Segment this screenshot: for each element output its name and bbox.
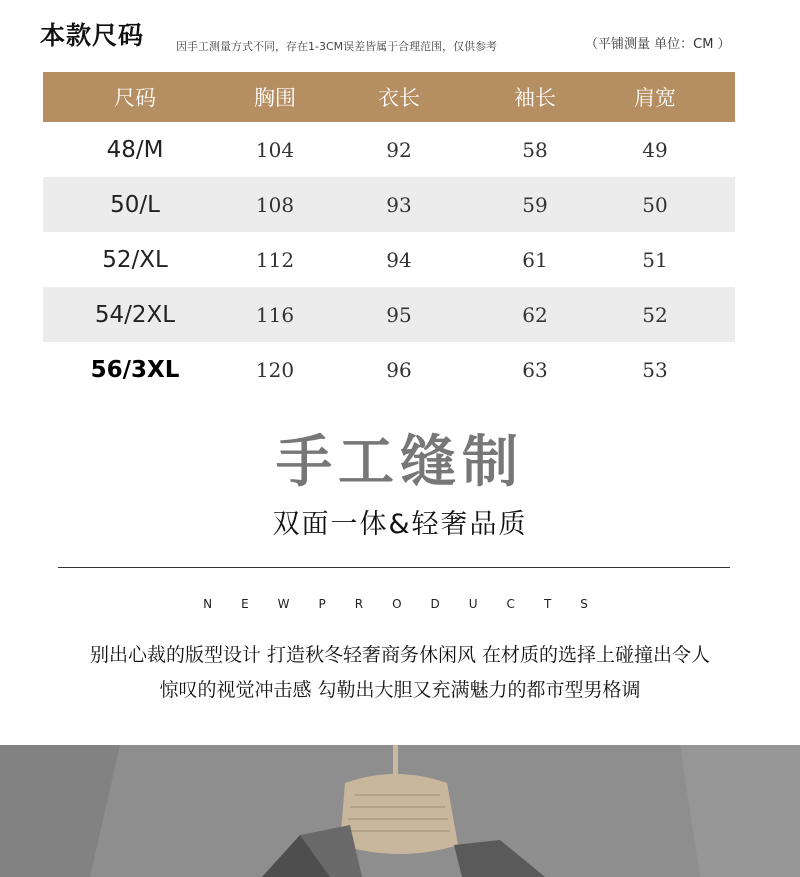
chest-cell: 120 [255,357,295,382]
product-photo [0,745,800,877]
description-line-1: 别出心裁的版型设计 打造秋冬轻奢商务休闲风 在材质的选择上碰撞出令人 [89,644,711,666]
measurement-note: 因手工测量方式不同，存在1-3CM误差皆属于合理范围，仅供参考 [176,40,498,53]
column-header-chest: 胸围 [254,86,296,110]
length-cell: 92 [386,137,412,162]
shoulder-cell: 50 [642,192,668,217]
table-row [43,177,735,232]
size-cell: 48/M [106,136,164,163]
table-row [43,287,735,342]
sleeve-cell: 62 [522,302,548,327]
table-row [43,342,735,397]
column-header-shoulder: 肩宽 [634,86,676,110]
chest-cell: 104 [255,137,295,162]
table-row [43,232,735,287]
promo-headline: 手工缝制 [276,429,524,495]
page-title: 本款尺码 [40,21,145,50]
unit-note: （平铺测量 单位：CM ） [585,37,731,52]
size-cell: 52/XL [102,246,168,273]
divider [58,567,730,568]
shoulder-cell: 51 [642,247,668,272]
table-row [43,122,735,177]
size-cell: 54/2XL [94,301,176,328]
size-table [43,72,735,397]
sleeve-cell: 59 [522,192,548,217]
shoulder-cell: 53 [642,357,668,382]
description-line-2: 惊叹的视觉冲击感 勾勒出大胆又充满魅力的都市型男格调 [159,679,641,701]
sweater-illustration [0,745,800,877]
sleeve-cell: 58 [522,137,548,162]
length-cell: 94 [386,247,412,272]
new-products-label: NEWPRODUCTS [203,597,617,611]
sleeve-cell: 61 [522,247,548,272]
table-header [43,72,735,122]
length-cell: 96 [386,357,412,382]
sleeve-cell: 63 [522,357,548,382]
column-header-size: 尺码 [114,86,156,110]
chest-cell: 116 [255,302,295,327]
length-cell: 95 [386,302,412,327]
size-cell: 56/3XL [90,356,180,383]
promo-subline: 双面一体&轻奢品质 [272,509,528,540]
length-cell: 93 [386,192,412,217]
column-header-length: 衣长 [378,86,420,110]
chest-cell: 112 [255,247,295,272]
column-header-sleeve: 袖长 [514,86,556,110]
chest-cell: 108 [255,192,295,217]
shoulder-cell: 52 [642,302,668,327]
size-cell: 50/L [110,191,160,218]
shoulder-cell: 49 [642,137,668,162]
